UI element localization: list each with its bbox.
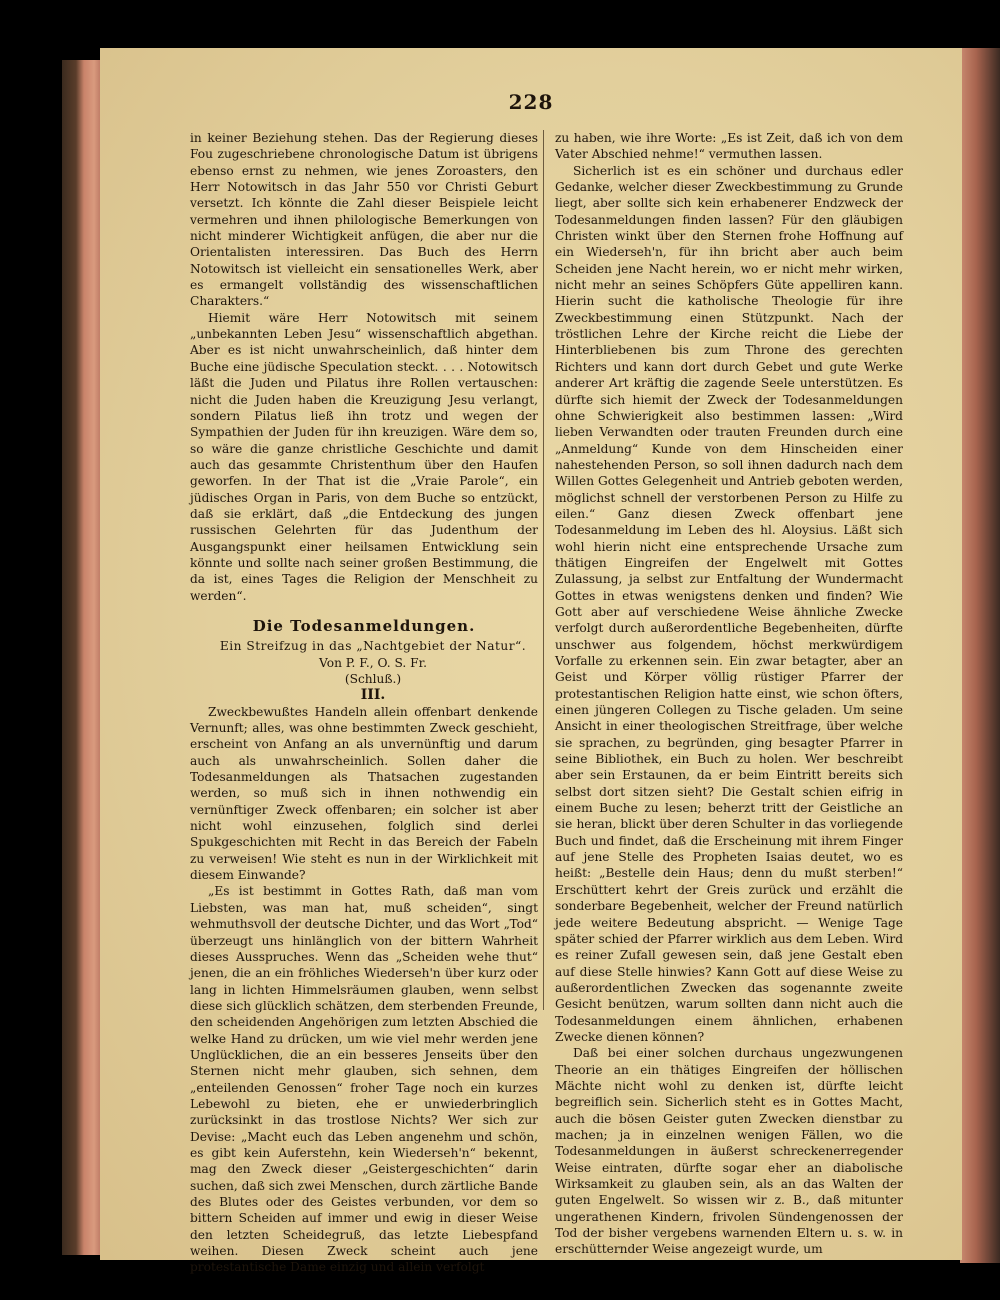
page-number: 228 [508, 90, 554, 114]
paragraph: in keiner Beziehung stehen. Das der Regierung dieses Fou zugeschriebene chronologische Datum ist übrigens ebenso ernst zu nehmen, wie jenes Zoroasters, den Herr Notowitsch in das Jahr 550 vor Christi Geburt versetzt. Ich könnte die Zahl dieser Beispiele leicht vermehren und ihnen philologische Bemerkungen von nicht minderer Wichtigkeit anfügen, die aber nur die Orientalisten interessiren. Das Buch des Herrn Notowitsch ist vielleicht ein sensationelles Werk, aber es ermangelt vollständig des wissenschaftlichen Charakters.“ [190, 131, 538, 309]
paragraph: Daß bei einer solchen durchaus ungezwungenen Theorie an ein thätiges Eingreifen der höllischen Mächte nicht wohl zu denken ist, dürfte leicht begreiflich sein. Sicherlich steht es in Gottes Macht, auch die bösen Geister guten Zwecken dienstbar zu machen; ja in einzelnen wenigen Fällen, wo die Todesanmeldungen in äußerst schreckenerregender Weise eintraten, dürfte sogar eher an diabolische Wirksamkeit zu glauben sein, als an das Walten der guten Engelwelt. So wissen wir z. B., daß mitunter ungerathenen Kindern, frivolen Sündengenossen der Tod der bisher vergebens warnenden Eltern u. s. w. in erschütternder Weise angezeigt wurde, um [555, 1046, 903, 1257]
book-page [100, 48, 962, 1275]
right-column [555, 130, 903, 1258]
paragraph: „Es ist bestimmt in Gottes Rath, daß man vom Liebsten, was man hat, muß scheiden“, singt wehmuthsvoll der deutsche Dichter, und das Wort „Tod“ überzeugt uns hinlänglich von der bittern Wahrheit dieses Ausspruches. Wenn das „Scheiden wehe thut“ jenen, die an ein fröhliches Wiederseh'n über kurz oder lang in lichten Himmelsräumen glauben, wenn selbst diese sich glücklich schätzen, dem sterbenden Freunde, den scheidenden Angehörigen zum letzten Abschied die welke Hand zu drücken, um wie viel mehr werden jene Unglücklichen, die an ein besseres Jenseits über den Sternen nicht mehr glauben, sich sehnen, dem „enteilenden Genossen“ froher Tage noch ein kurzes Lebewohl zu bieten, ehe er unwiederbringlich zurücksinkt in das trostlose Nichts? Wer sich zur Devise: „Macht euch das Leben angenehm und schön, es gibt kein Auferstehn, kein Wiederseh'n“ bekennt, mag den Zweck dieser „Geistergeschichten“ darin suchen, daß sich zwei Menschen, durch zärtliche Bande des Blutes oder des Geistes verbunden, vor dem so bittern Scheiden auf immer und ewig in dieser Weise den letzten Scheidegruß, das letzte Liebespfand weihen. Diesen Zweck scheint auch jene protestantische Dame einzig und allein verfolgt [190, 884, 538, 1275]
article-heading: Die Todesanmeldungen. [252, 616, 476, 635]
book-page-edges-right [960, 48, 1000, 1263]
column-divider [543, 130, 544, 1010]
article-subtitle: Ein Streifzug in das „Nachtgebiet der Natur“. [219, 639, 527, 654]
section-number: III. [360, 687, 386, 704]
paragraph: Hiemit wäre Herr Notowitsch mit seinem „unbekannten Leben Jesu“ wissenschaftlich abgethan. Aber es ist nicht unwahrscheinlich, daß hinter dem Buche eine jüdische Speculation steckt. . . . Notowitsch läßt die Juden und Pilatus ihre Rollen vertauschen: nicht die Juden haben die Kreuzigung Jesu verlangt, sondern Pilatus ließ ihn trotz und wegen der Sympathien der Juden für ihn kreuzigen. Wäre dem so, so wäre die ganze christliche Geschichte und damit auch das gesammte Christenthum über den Haufen geworfen. In der That ist die „Vraie Parole“, ein jüdisches Organ in Paris, von dem Buche so entzückt, daß sie erklärt, daß „die Entdeckung des jungen russischen Gelehrten für das Judenthum der Ausgangspunkt einer heilsamen Entwicklung sein könnte und sollte nach seiner großen Bestimmung, die da ist, eines Tages die Religion der Menschheit zu werden“. [190, 310, 538, 603]
book-page-edges-left [62, 60, 102, 1255]
paragraph: Sicherlich ist es ein schöner und durchaus edler Gedanke, welcher dieser Zweckbestimmung zu Grunde liegt, aber sollte sich kein erhabenerer Endzweck der Todesanmeldungen finden lassen? Für den gläubigen Christen winkt über den Sternen frohe Hoffnung auf ein Wiederseh'n, für ihn bricht aber auch beim Scheiden jene Nacht herein, wo er nicht mehr wirken, nicht mehr an seines Schöpfers Güte appelliren kann. Hierin sucht die katholische Theologie für ihre Zweckbestimmung einen Stützpunkt. Nach der tröstlichen Lehre der Kirche reicht die Liebe der Hinterbliebenen bis zum Throne des gerechten Richters und kann dort durch Gebet und gute Werke anderer Art kräftig die zagende Seele unterstützen. Es dürfte sich hiemit der Zweck der Todesanmeldungen ohne Schwierigkeit also bestimmen lassen: „Wird lieben Verwandten oder trauten Freunden durch eine „Anmeldung“ Kunde von dem Hinscheiden einer nahestehenden Person, so soll ihnen dadurch nach dem Willen Gottes Gelegenheit und Antrieb geboten werden, möglichst schnell der verstorbenen Person zu Hilfe zu eilen.“ Ganz diesen Zweck offenbart jene Todesanmeldung im Leben des hl. Aloysius. Läßt sich wohl hierin nicht eine entsprechende Ursache zum thätigen Eingreifen der Engelwelt mit Gottes Zulassung, ja selbst zur Entfaltung der Wundermacht Gottes in etwas wenigstens denken und finden? Wie Gott aber auf verschiedene Weise ähnliche Zwecke verfolgt durch außerordentliche Begebenheiten, dürfte unschwer aus folgendem, höchst merkwürdigem Vorfalle zu erkennen sein. Ein zwar betagter, aber an Geist und Körper völlig rüstiger Pfarrer der protestantischen Religion hatte einst, wie schon öfters, einen jüngeren Collegen zu Tische geladen. Um seine Ansicht in einer theologischen Streitfrage, über welche sie sprachen, zu begründen, ging besagter Pfarrer in seine Bibliothek, ein Buch zu holen. Wer beschreibt aber sein Erstaunen, da er beim Eintritt bereits sich selbst dort sitzen sieht? Die Gestalt schien eifrig in einem Buche zu lesen; beherzt tritt der Geistliche an sie heran, blickt über deren Schulter in das vorliegende Buch und findet, daß die Erscheinung mit ihrem Finger auf jene Stelle des Propheten Isaias deutet, wo es heißt: „Bestelle dein Haus; denn du mußt sterben!“ Erschüttert kehrt der Greis zurück und erzählt die sonderbare Begebenheit, welcher der Freund natürlich jede weitere Bedeutung abspricht. — Wenige Tage später schied der Pfarrer wirklich aus dem Leben. Wird es reiner Zufall gewesen sein, daß jene Gestalt eben auf diese Stelle hinwies? Kann Gott auf diese Weise zu außerordentlichen Zwecken das sogenannte zweite Gesicht benützen, warum sollten dann nicht auch die Todesanmeldungen einem ähnlichen, erhabenen Zwecke dienen können? [555, 163, 903, 1044]
continuation-note: (Schluß.) [344, 672, 402, 686]
paragraph: Zweckbewußtes Handeln allein offenbart denkende Vernunft; alles, was ohne bestimmten Zweck geschieht, erscheint von Anfang an als unvernünftig und darum auch als unwahrscheinlich. Sollen daher die Todesanmeldungen als Thatsachen zugestanden werden, so muß sich in ihnen nothwendig ein vernünftiger Zweck offenbaren; ein solcher ist aber nicht wohl einzusehen, folglich sind derlei Spukgeschichten mit Recht in das Bereich der Fabeln zu verweisen! Wie steht es nun in der Wirklichkeit mit diesem Einwande? [190, 704, 538, 883]
article-byline: Von P. F., O. S. Fr. [319, 655, 427, 670]
left-column [190, 130, 538, 1276]
paragraph: zu haben, wie ihre Worte: „Es ist Zeit, daß ich von dem Vater Abschied nehme!“ vermuthen lassen. [555, 131, 903, 162]
